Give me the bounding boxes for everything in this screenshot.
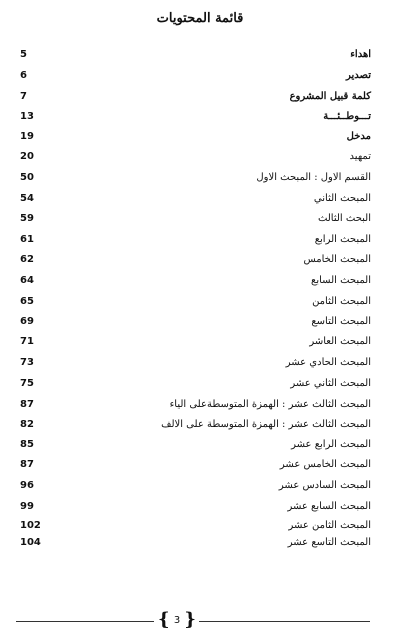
toc-entry [20,458,371,472]
toc-entry [20,398,371,412]
toc-entry-label: المبحث الثاني [313,193,371,204]
toc-entry-label: مدخل [346,131,371,142]
toc-entry-label: المبحث الثامن [312,296,371,307]
toc-entry-label: اهداء [350,49,371,60]
toc-entry [20,130,371,144]
toc-page-number: 20 [20,151,34,162]
toc-entry-label: المبحث الخامس عشر [279,459,371,470]
toc-page-number: 13 [20,111,34,122]
toc-page-number: 62 [20,254,34,265]
toc-entry [20,48,371,62]
toc-entry-label: تـــوطــئـــة [323,111,371,122]
toc-page-number: 87 [20,459,34,470]
toc-entry [20,536,371,550]
toc-entry [20,253,371,267]
toc-page-number: 6 [20,70,27,81]
toc-entry-label: المبحث السابع [311,275,371,286]
footer-page-number: { 3 } [156,611,198,631]
toc-entry [20,315,371,329]
toc-entry-label: تمهيد [349,151,371,162]
toc-entry-label: المبحث السابع عشر [287,501,371,512]
toc-entry [20,171,371,185]
toc-page-number: 69 [20,316,34,327]
toc-page-number: 102 [20,520,41,531]
toc-page-number: 59 [20,213,34,224]
toc-entry-label: المبحث الخامس [303,254,371,265]
footer-rule-right [199,621,370,622]
toc-entry [20,377,371,391]
toc-entry-label: المبحث الثامن عشر [288,520,371,531]
toc-entry-label: المبحث التاسع عشر [287,537,371,548]
toc-page-number: 54 [20,193,34,204]
toc-entry [20,500,371,514]
toc-page-number: 99 [20,501,34,512]
toc-entry [20,192,371,206]
toc-entry [20,90,371,104]
toc-entry [20,274,371,288]
toc-entry-label: المبحث العاشر [309,336,371,347]
toc-entry-label: البحث الثالث [317,213,371,224]
toc-page-number: 19 [20,131,34,142]
toc-page-number: 87 [20,399,34,410]
toc-entry-label: تصدير [345,70,371,81]
toc-entry-label: المبحث الرابع عشر [291,439,371,450]
toc-entry-label: المبحث التاسع [311,316,371,327]
toc-page-number: 71 [20,336,34,347]
toc-entry [20,212,371,226]
toc-page-number: 75 [20,378,34,389]
toc-entry [20,335,371,349]
toc-entry-label: القسم الاول : المبحث الاول [256,172,371,183]
toc-entry [20,150,371,164]
toc-entry-label: كلمة قبيل المشروع [289,91,371,102]
toc-page-number: 61 [20,234,34,245]
toc-page-number: 96 [20,480,34,491]
toc-entry [20,418,371,432]
toc-entry-label: المبحث الثاني عشر [290,378,371,389]
toc-entry [20,479,371,493]
footer-rule-left [16,621,154,622]
toc-entry-label: المبحث الرابع [314,234,371,245]
toc-page-number: 7 [20,91,27,102]
toc-page-number: 65 [20,296,34,307]
toc-page-number: 5 [20,49,27,60]
toc-entry-label: المبحث الثالث عشر : الهمزة المتوسطةعلى الياء [169,399,371,410]
toc-page-number: 82 [20,419,34,430]
toc-entry [20,438,371,452]
toc-entry-label: المبحث السادس عشر [278,480,371,491]
toc-entry [20,69,371,83]
toc-entry [20,295,371,309]
toc-entry-label: المبحث الحادي عشر [285,357,371,368]
toc-page-number: 73 [20,357,34,368]
toc-entry [20,110,371,124]
page-title: قائمة المحتويات [156,11,244,26]
toc-entry [20,356,371,370]
toc-page-number: 50 [20,172,34,183]
toc-entry [20,519,371,533]
toc-entry [20,233,371,247]
toc-page-number: 64 [20,275,34,286]
toc-page-number: 85 [20,439,34,450]
toc-entry-label: المبحث الثالث عشر : الهمزة المتوسطة على الالف [161,419,371,430]
toc-page-number: 104 [20,537,41,548]
